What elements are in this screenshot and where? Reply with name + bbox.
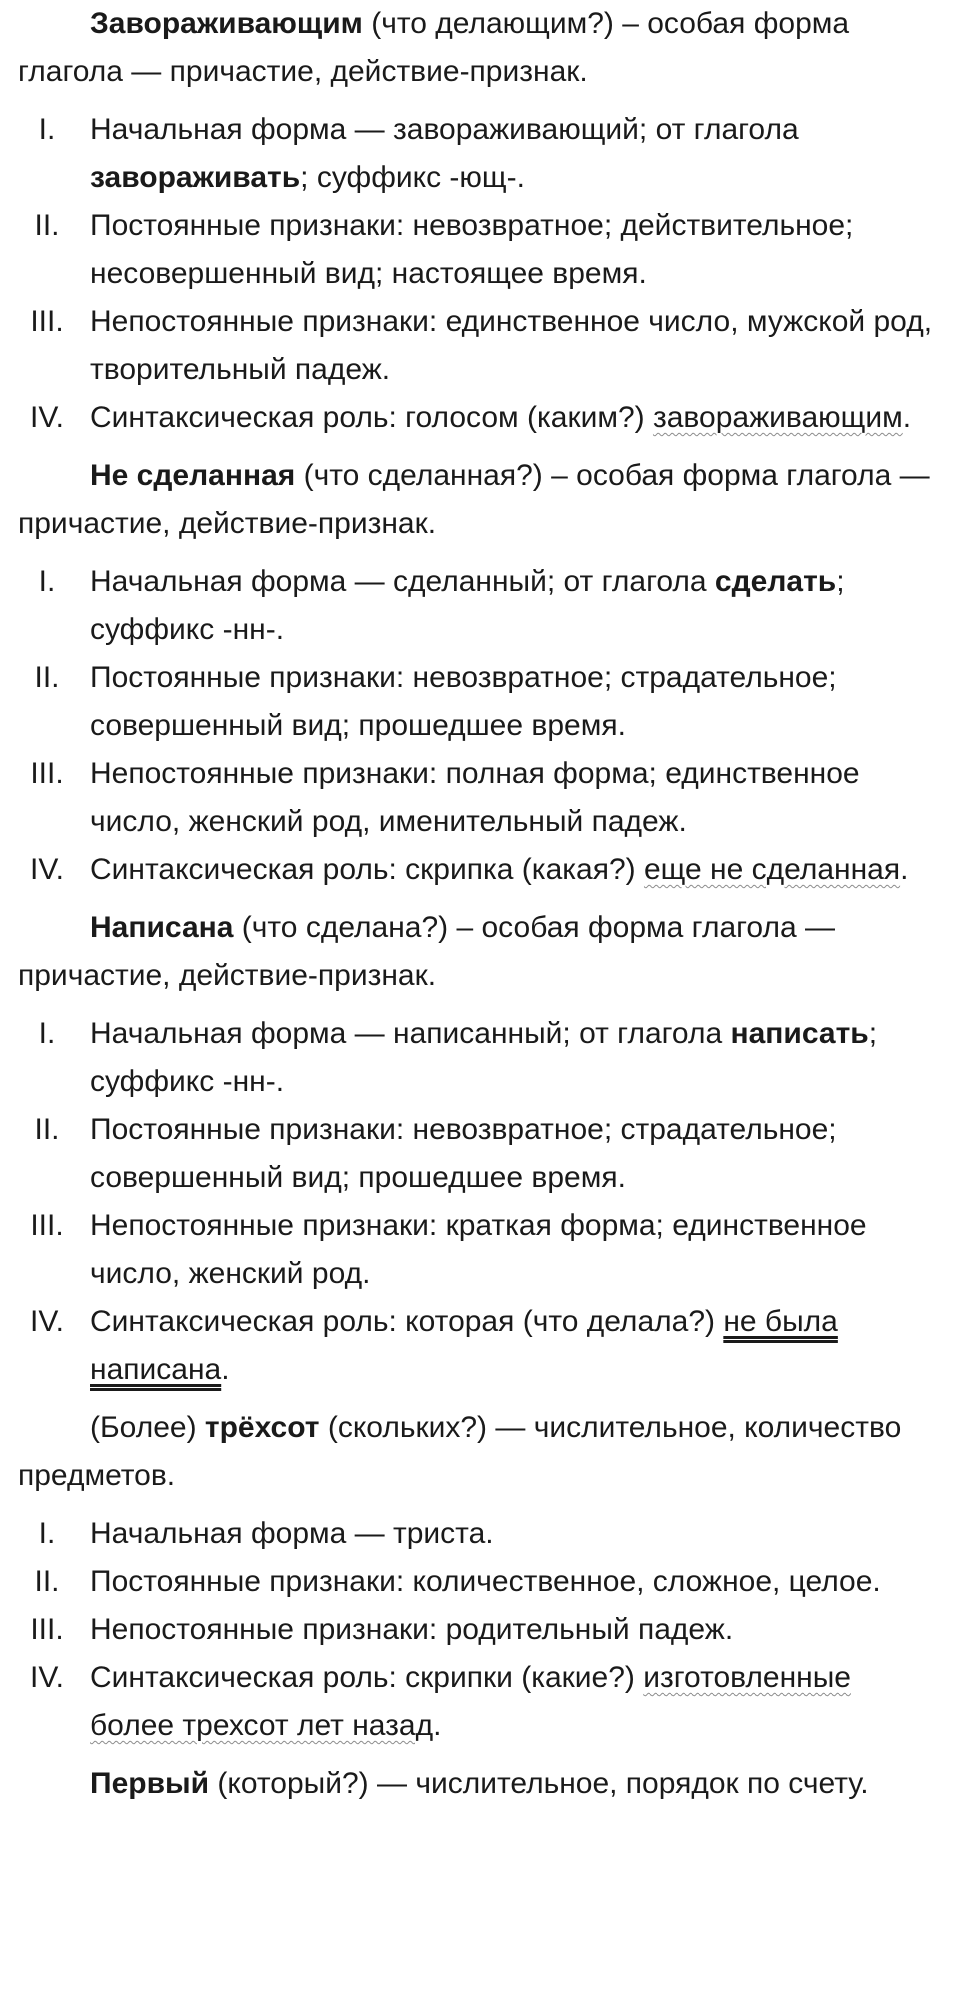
item-number: III. — [30, 1209, 64, 1242]
item-text: Постоянные признаки: количественное, сложное, целое. — [90, 1565, 881, 1598]
analysis-item — [18, 654, 936, 750]
section-intro — [18, 1404, 936, 1500]
analyzed-word: Написана — [90, 911, 234, 944]
analyzed-word: Первый — [90, 1767, 210, 1800]
intro-text: (скольких?) — числительное, количество предметов. — [18, 1411, 902, 1492]
item-text — [90, 1654, 936, 1750]
item-text-part: Начальная форма — завораживающий; от глагола — [90, 113, 799, 146]
item-text: Непостоянные признаки: краткая форма; единственное число, женский род. — [90, 1209, 867, 1290]
item-number: I. — [38, 1017, 56, 1050]
item-text: Непостоянные признаки: единственное число, мужской род, творительный падеж. — [90, 305, 933, 386]
item-number: II. — [34, 209, 60, 242]
item-text — [90, 106, 936, 202]
item-text: Постоянные признаки: невозвратное; действительное; несовершенный вид; настоящее время. — [90, 209, 854, 290]
item-number: IV. — [30, 1305, 64, 1338]
item-number: II. — [34, 1113, 60, 1146]
analysis-item — [18, 750, 936, 846]
analysis-item — [18, 1510, 936, 1558]
item-text — [90, 1298, 936, 1394]
analysis-list — [18, 106, 936, 442]
item-text: Непостоянные признаки: родительный падеж. — [90, 1613, 734, 1646]
syntactic-role-word: изготовленные более трехсот лет назад — [90, 1661, 851, 1742]
section-intro — [18, 1760, 936, 1808]
item-number: IV. — [30, 853, 64, 886]
analysis-item — [18, 202, 936, 298]
analysis-item — [18, 558, 936, 654]
intro-prefix: (Более) — [90, 1411, 205, 1444]
section-pervyy — [18, 1760, 936, 1808]
item-text: Постоянные признаки: невозвратное; страдательное; совершенный вид; прошедшее время. — [90, 661, 837, 742]
item-text-tail: ; суффикс -нн-. — [90, 565, 845, 646]
section-napisana — [18, 904, 936, 1394]
source-verb: сделать — [714, 565, 837, 598]
item-text-part: Синтаксическая роль: которая (что делала?) — [90, 1305, 724, 1338]
source-verb: завораживать — [90, 161, 301, 194]
syntactic-role-word: не была написана — [90, 1305, 838, 1386]
item-text — [90, 1010, 936, 1106]
item-text — [90, 394, 936, 442]
analysis-list — [18, 558, 936, 894]
item-number: III. — [30, 757, 64, 790]
intro-text: (что сделана?) – особая форма глагола — причастие, действие-признак. — [18, 911, 835, 992]
syntactic-role-word: завораживающим — [652, 401, 903, 434]
analysis-item — [18, 1298, 936, 1394]
section-intro — [18, 0, 936, 96]
analysis-item — [18, 846, 936, 894]
analysis-item — [18, 1106, 936, 1202]
item-text-tail: . — [221, 1353, 230, 1386]
analysis-list — [18, 1010, 936, 1394]
item-text-tail: ; суффикс -нн-. — [90, 1017, 878, 1098]
section-tryokhsot — [18, 1404, 936, 1750]
analysis-list — [18, 1510, 936, 1750]
item-text-tail: . — [433, 1709, 442, 1742]
item-number: I. — [38, 113, 56, 146]
item-number: I. — [38, 1517, 56, 1550]
analyzed-word: трёхсот — [204, 1411, 320, 1444]
analysis-item — [18, 298, 936, 394]
intro-text: (который?) — числительное, порядок по счету. — [209, 1767, 869, 1800]
intro-text: (что сделанная?) – особая форма глагола — причастие, действие-признак. — [18, 459, 930, 540]
intro-text: (что делающим?) – особая форма глагола — причастие, действие-признак. — [18, 7, 850, 88]
analysis-item — [18, 1558, 936, 1606]
analyzed-word: Завораживающим — [90, 7, 363, 40]
item-text-tail: ; суффикс -ющ-. — [300, 161, 525, 194]
item-number: II. — [34, 1565, 60, 1598]
item-number: IV. — [30, 1661, 64, 1694]
item-number: I. — [38, 565, 56, 598]
item-number: III. — [30, 305, 64, 338]
item-text — [90, 558, 936, 654]
analysis-item — [18, 106, 936, 202]
item-text: Постоянные признаки: невозвратное; страдательное; совершенный вид; прошедшее время. — [90, 1113, 837, 1194]
item-text-tail: . — [902, 401, 912, 434]
item-text-part: Синтаксическая роль: голосом (каким?) — [90, 401, 653, 434]
analysis-item — [18, 394, 936, 442]
item-text-part: Синтаксическая роль: скрипки (какие?) — [90, 1661, 644, 1694]
item-text: Начальная форма — триста. — [90, 1517, 494, 1550]
syntactic-role-word: еще не сделанная — [643, 853, 901, 886]
item-text-part: Синтаксическая роль: скрипка (какая?) — [90, 853, 644, 886]
analyzed-word: Не сделанная — [90, 459, 296, 492]
section-intro — [18, 452, 936, 548]
section-intro — [18, 904, 936, 1000]
analysis-item — [18, 1202, 936, 1298]
item-number: IV. — [30, 401, 64, 434]
item-number: II. — [34, 661, 60, 694]
section-ne-sdelannaya — [18, 452, 936, 894]
item-text — [90, 846, 936, 894]
item-text-tail: . — [900, 853, 909, 886]
analysis-item — [18, 1010, 936, 1106]
item-text: Непостоянные признаки: полная форма; единственное число, женский род, именительный падеж. — [90, 757, 860, 838]
analysis-item — [18, 1606, 936, 1654]
analysis-item — [18, 1654, 936, 1750]
section-zavorazhivayushchim — [18, 0, 936, 442]
item-text-part: Начальная форма — сделанный; от глагола — [90, 565, 715, 598]
source-verb: написать — [730, 1017, 869, 1050]
item-text-part: Начальная форма — написанный; от глагола — [90, 1017, 731, 1050]
item-number: III. — [30, 1613, 64, 1646]
